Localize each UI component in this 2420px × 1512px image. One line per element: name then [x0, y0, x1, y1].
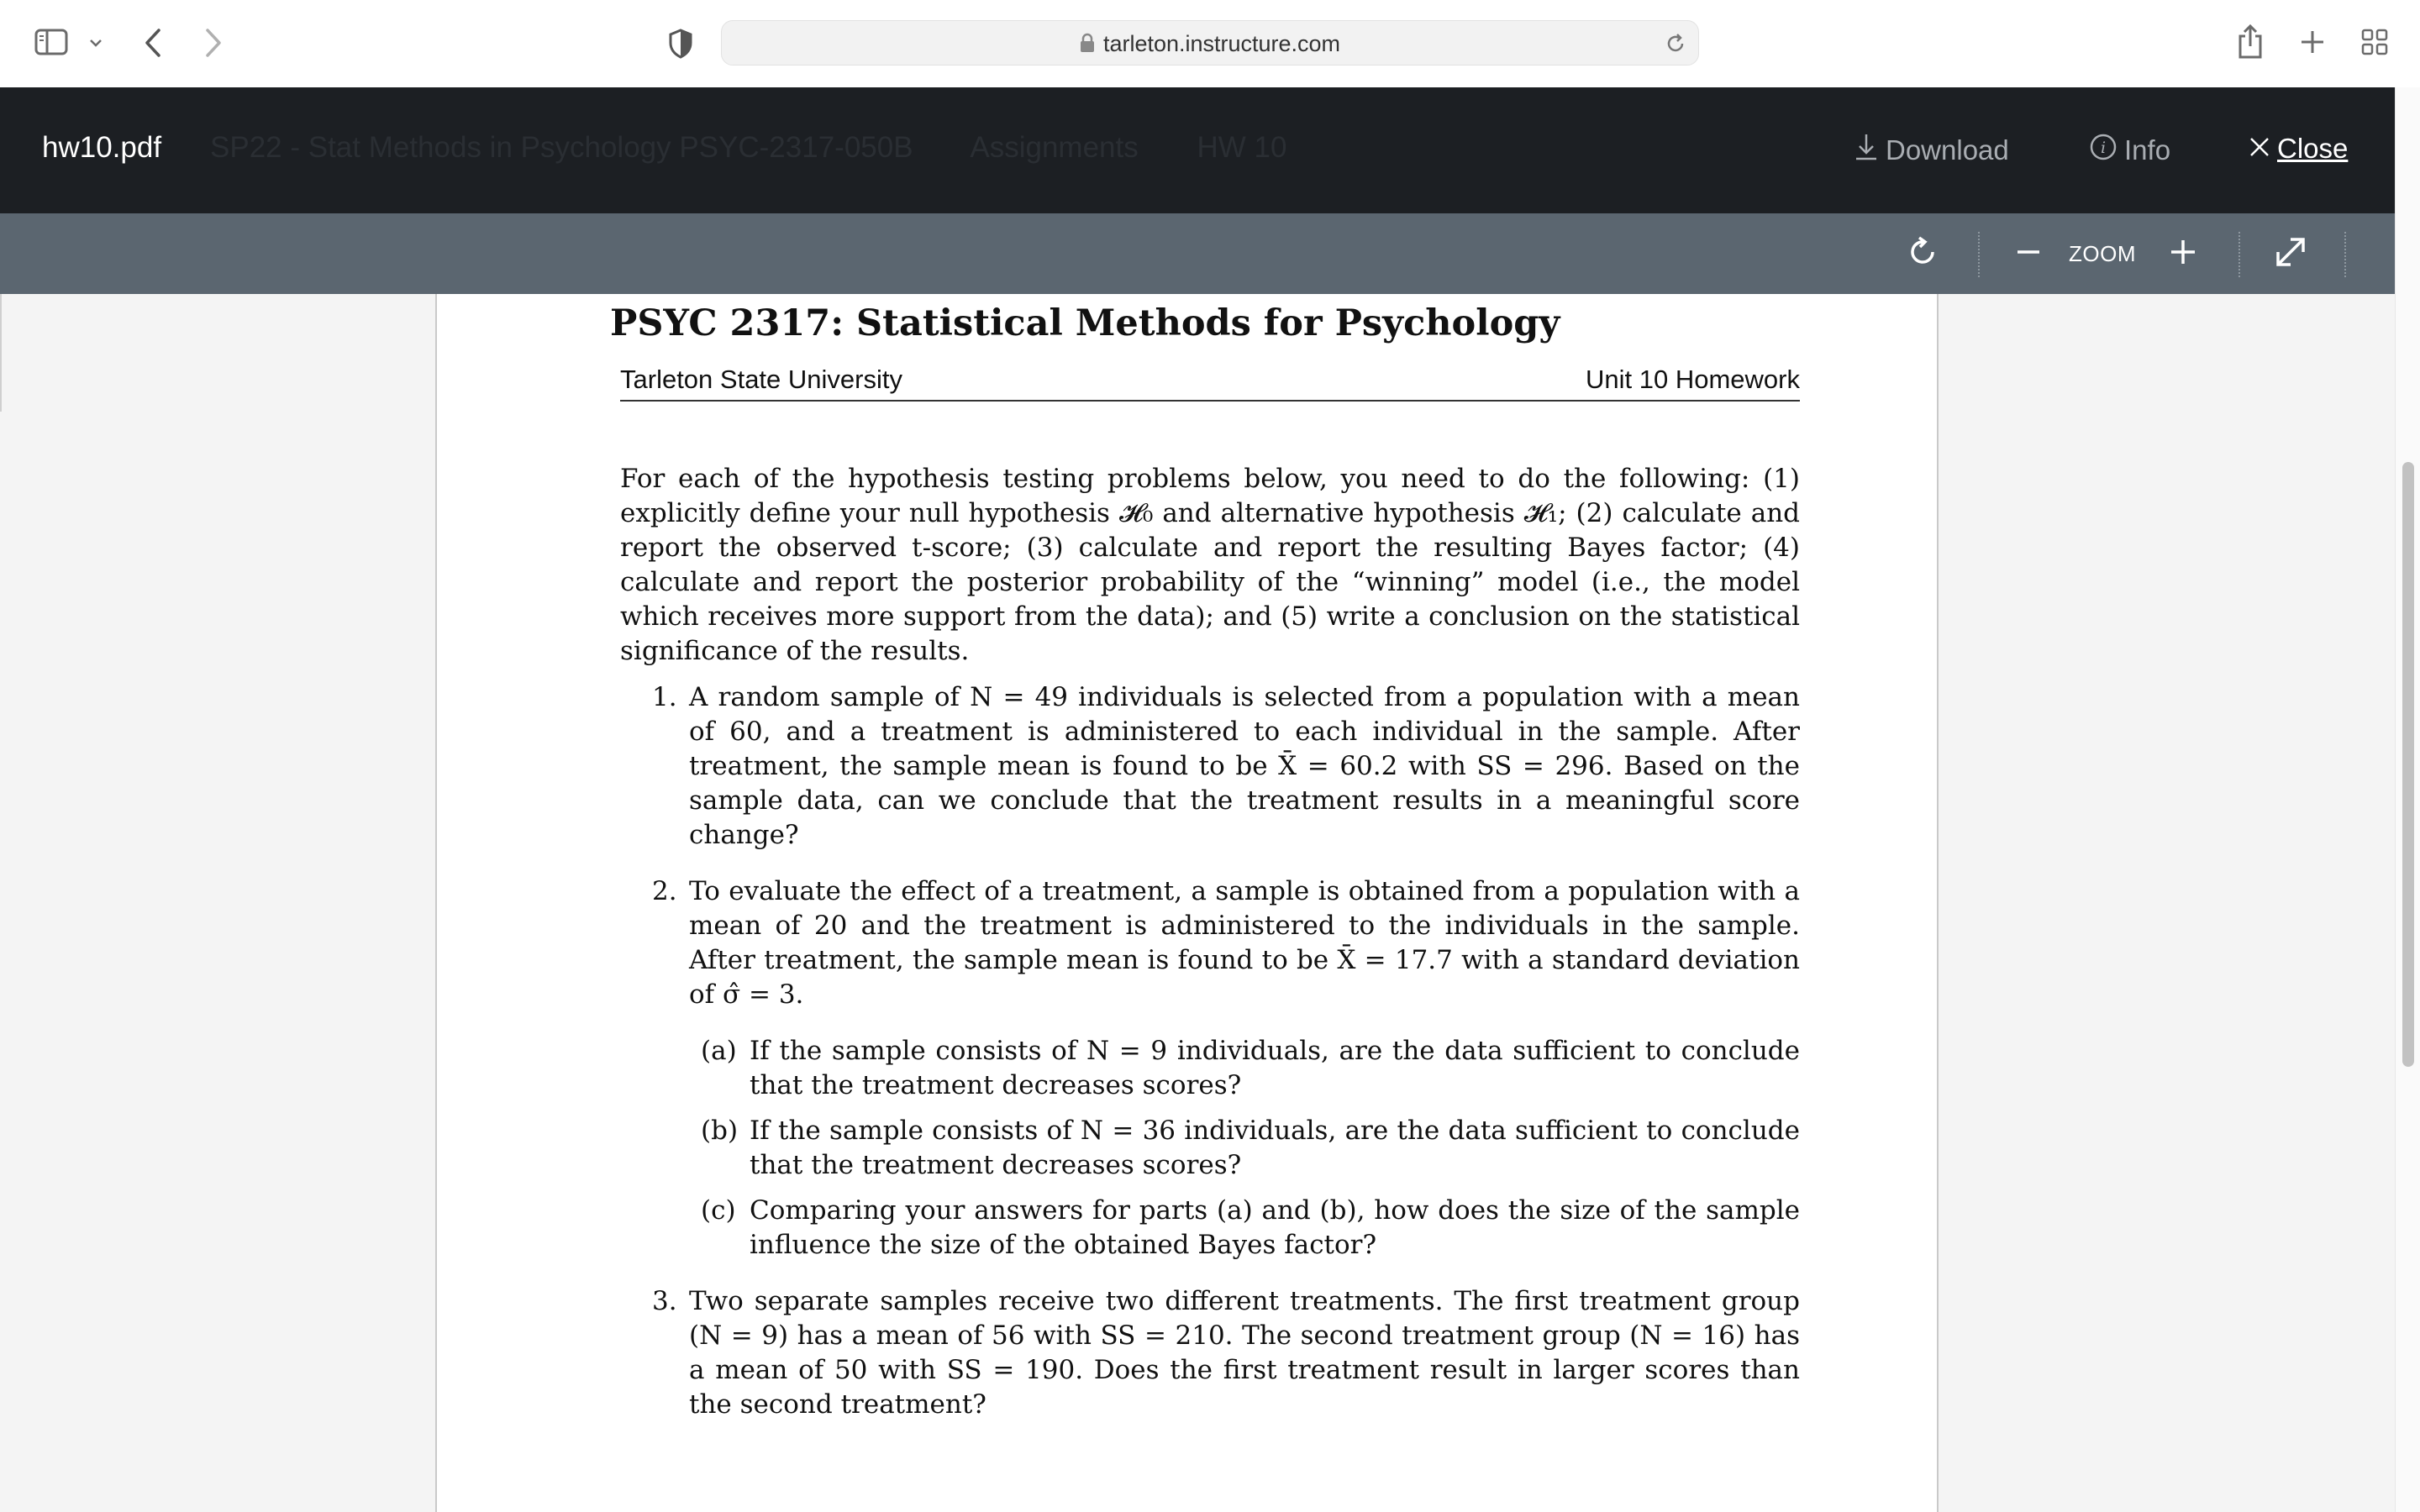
browser-toolbar — [0, 0, 2420, 88]
minus-icon — [2016, 239, 2041, 269]
vertical-scrollbar[interactable] — [2395, 87, 2420, 1512]
new-tab-plus-icon[interactable] — [2296, 25, 2329, 59]
toolbar-divider — [2344, 232, 2346, 277]
fullscreen-button[interactable] — [2272, 213, 2309, 294]
expand-icon — [2274, 235, 2307, 273]
chevron-down-icon[interactable] — [84, 32, 108, 54]
problem-list — [620, 680, 1800, 1444]
download-label: Download — [1886, 134, 2009, 165]
toolbar-divider — [2238, 232, 2240, 277]
rotate-icon — [1906, 235, 1939, 273]
subpart-label: (c) — [701, 1195, 736, 1226]
info-label: Info — [2124, 134, 2171, 165]
address-bar[interactable] — [721, 20, 1699, 66]
subpart-text: Comparing your answers for parts (a) and (b), how does the size of the sample influence the size of the obtained Bayes factor? — [750, 1195, 1800, 1260]
zoom-label-text: ZOOM — [2069, 240, 2136, 266]
left-edge — [0, 294, 2, 412]
subpart-list — [689, 1034, 1800, 1263]
problem-text: A random sample of N = 49 individuals is selected from a population with a mean of 60, and a treatment is administered to each individual in the sample. After treatment, the sample mean is found to be X̄ = 60.2 with SS = 296. Based on the sample data, can we conclude that the treatment results in a meaningful score change? — [689, 682, 1800, 850]
info-icon — [2089, 133, 2118, 168]
scrollbar-thumb[interactable] — [2402, 462, 2414, 1067]
subpart-item — [689, 1194, 1800, 1263]
subpart-label: (a) — [701, 1036, 737, 1066]
subpart-text: If the sample consists of N = 36 individuals, are the data sufficient to conclude that the treatment decreases scores? — [750, 1116, 1800, 1180]
page-title: PSYC 2317: Statistical Methods for Psychology — [610, 302, 1560, 344]
zoom-label — [2069, 213, 2136, 294]
shield-icon[interactable] — [664, 27, 697, 60]
lock-icon — [1080, 23, 1095, 68]
unit-label: Unit 10 Homework — [1586, 365, 1800, 394]
svg-text:i: i — [2100, 139, 2107, 157]
close-button[interactable] — [2249, 133, 2348, 165]
background-breadcrumb — [210, 131, 1337, 165]
close-label: Close — [2277, 133, 2349, 164]
subpart-label: (b) — [701, 1116, 739, 1146]
tabs-grid-icon[interactable] — [2358, 25, 2391, 59]
problem-item — [620, 680, 1800, 853]
back-icon[interactable] — [136, 24, 170, 62]
problem-item — [620, 874, 1800, 1263]
toolbar-divider — [1978, 232, 1980, 277]
subpart-item — [689, 1034, 1800, 1103]
zoom-in-button[interactable] — [2166, 213, 2200, 294]
institution: Tarleton State University — [620, 365, 902, 394]
subpart-text: If the sample consists of N = 9 individuals, are the data sufficient to conclude that the treatment decreases scores? — [750, 1036, 1800, 1100]
file-name: hw10.pdf — [42, 131, 162, 164]
url-display[interactable] — [722, 21, 1698, 66]
zoom-out-button[interactable] — [2012, 213, 2045, 294]
problem-item — [620, 1284, 1800, 1422]
plus-icon — [2170, 239, 2196, 270]
info-button[interactable] — [2089, 133, 2170, 168]
url-text: tarleton.instructure.com — [1102, 31, 1341, 56]
download-button[interactable] — [1854, 133, 2009, 168]
download-icon — [1854, 133, 1879, 168]
share-icon[interactable] — [2233, 22, 2267, 62]
viewer-toolbar — [0, 213, 2395, 294]
document-viewport[interactable] — [0, 294, 2395, 1512]
instructions-paragraph: For each of the hypothesis testing problems below, you need to do the following: (1) explicitly define your null hypothesis 𝓗₀ and alternative hypothesis 𝓗₁; (2) calculate and report the observed t-score; (3) calculate and report the resulting Bayes factor; (4) calculate and report the posterior probability of the “winning” model (i.e., the model which receives more support from the data); and (5) write a conclusion on the statistical significance of the results. — [620, 464, 1800, 666]
rotate-button[interactable] — [1902, 213, 1943, 294]
pdf-page — [435, 294, 1939, 1512]
reload-icon[interactable] — [1663, 31, 1688, 56]
problem-text: To evaluate the effect of a treatment, a sample is obtained from a population with a mean of 20 and the treatment is administered to the individuals in the sample. After treatment, the sample mean is found to be X̄ = 17.7 with a standard deviation of σ̂ = 3. — [689, 876, 1800, 1010]
breadcrumb-hw: HW 10 — [1197, 131, 1287, 164]
breadcrumb-course: SP22 - Stat Methods in Psychology PSYC-2317-050B — [210, 131, 913, 164]
forward-icon[interactable] — [197, 24, 230, 62]
problem-number: 3. — [652, 1286, 677, 1316]
problem-number: 1. — [652, 682, 677, 712]
problem-text: Two separate samples receive two different treatments. The first treatment group (N = 9) has a mean of 56 with SS = 210. The second treatment group (N = 16) has a mean of 50 with SS = 190. Does the first treatment result in larger scores than the second treatment? — [689, 1286, 1800, 1420]
problem-number: 2. — [652, 876, 677, 906]
page-subheader — [620, 365, 1800, 402]
viewer-header — [0, 87, 2395, 213]
sidebar-icon[interactable] — [32, 25, 71, 59]
close-icon — [2249, 133, 2270, 165]
subpart-item — [689, 1114, 1800, 1183]
breadcrumb-assignments: Assignments — [970, 131, 1139, 164]
